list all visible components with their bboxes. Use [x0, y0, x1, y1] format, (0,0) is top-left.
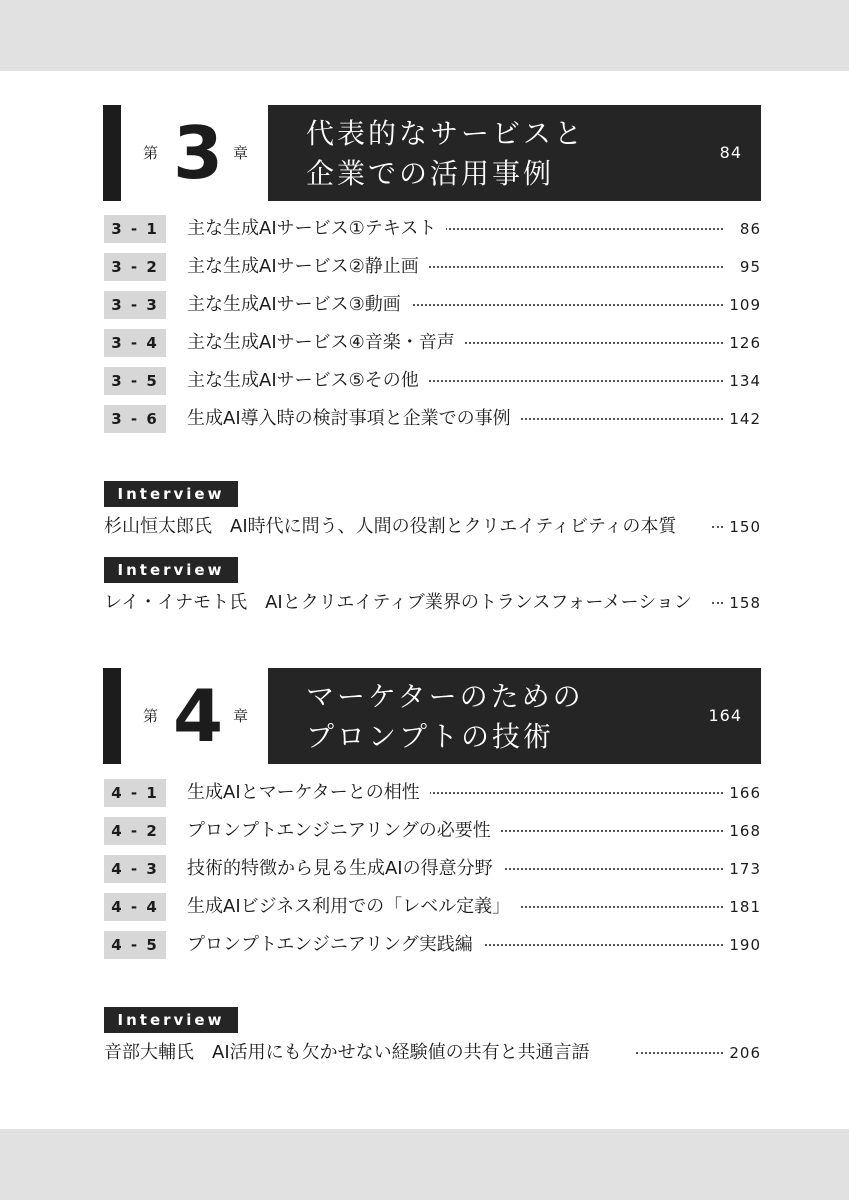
chapter-title-line1: マーケターのための: [306, 680, 584, 713]
interview-tag: Interview: [104, 1007, 238, 1033]
section-title: 主な生成AIサービス⑤その他: [187, 367, 429, 395]
interview-page: 150: [729, 518, 761, 536]
interview-title: 杉山恒太郎氏 AI時代に問う、人間の役割とクリエイティビティの本質: [104, 516, 677, 537]
bottom-gray-band: [0, 1129, 849, 1200]
leader-dots: [636, 1052, 723, 1054]
section-page: 86: [739, 220, 761, 238]
section-number: 3 - 2: [104, 253, 166, 281]
section-title: プロンプトエンジニアリングの必要性: [187, 817, 501, 845]
interview-title: 音部大輔氏 AI活用にも欠かせない経験値の共有と共通言語: [104, 1042, 590, 1063]
top-gray-band: [0, 0, 849, 71]
interview-page: 158: [729, 594, 761, 612]
chapter-prefix: 第: [143, 144, 159, 162]
chapter-title-line1: 代表的なサービスと: [306, 117, 586, 150]
chapter-marker-bar: [103, 668, 121, 764]
chapter-suffix: 章: [233, 144, 249, 162]
leader-dots: [712, 602, 723, 604]
chapter-page: 164: [708, 706, 742, 725]
toc-entry[interactable]: [104, 817, 761, 845]
chapter-4-header: [103, 668, 761, 764]
interview-page: 206: [729, 1044, 761, 1062]
toc-entry[interactable]: [104, 253, 761, 281]
toc-entry[interactable]: [104, 931, 761, 959]
section-title: 技術的特徴から見る生成AIの得意分野: [187, 855, 503, 883]
chapter-prefix: 第: [143, 707, 159, 725]
leader-dots: [404, 380, 723, 382]
section-title: プロンプトエンジニアリング実践編: [187, 931, 483, 959]
section-number: 4 - 3: [104, 855, 166, 883]
section-title: 主な生成AIサービス④音楽・音声: [187, 329, 465, 357]
section-number: 4 - 5: [104, 931, 166, 959]
toc-entry[interactable]: [104, 779, 761, 807]
chapter-number: 3: [172, 111, 224, 195]
toc-entry[interactable]: [104, 405, 761, 433]
section-number: 4 - 4: [104, 893, 166, 921]
chapter-suffix: 章: [233, 707, 249, 725]
toc-entry[interactable]: [104, 367, 761, 395]
chapter-title-box: [268, 668, 761, 764]
section-title: 主な生成AIサービス②静止画: [187, 253, 429, 281]
section-page: 109: [729, 296, 761, 314]
interview-entry[interactable]: [104, 1040, 761, 1066]
section-page: 95: [739, 258, 761, 276]
section-number: 3 - 6: [104, 405, 166, 433]
section-title: 生成AI導入時の検討事項と企業での事例: [187, 405, 521, 433]
section-number: 4 - 1: [104, 779, 166, 807]
interview-tag: Interview: [104, 481, 238, 507]
toc-entry[interactable]: [104, 215, 761, 243]
toc-entry[interactable]: [104, 329, 761, 357]
section-page: 173: [729, 860, 761, 878]
section-number: 3 - 3: [104, 291, 166, 319]
section-page: 190: [729, 936, 761, 954]
interview-tag: Interview: [104, 557, 238, 583]
interview-title: レイ・イナモト氏 AIとクリエイティブ業界のトランスフォーメーション: [104, 592, 692, 613]
section-page: 168: [729, 822, 761, 840]
section-number: 4 - 2: [104, 817, 166, 845]
leader-dots: [712, 526, 723, 528]
section-title: 生成AIビジネス利用での「レベル定義」: [187, 893, 520, 921]
chapter-title-line2: プロンプトの技術: [306, 720, 555, 753]
chapter-3-header: [103, 105, 761, 201]
section-page: 134: [729, 372, 761, 390]
section-title: 主な生成AIサービス①テキスト: [187, 215, 446, 243]
leader-dots: [404, 266, 723, 268]
section-page: 166: [729, 784, 761, 802]
leader-dots: [404, 792, 723, 794]
interview-entry[interactable]: [104, 590, 761, 616]
section-title: 主な生成AIサービス③動画: [187, 291, 411, 319]
section-page: 181: [729, 898, 761, 916]
interview-entry[interactable]: [104, 514, 761, 540]
leader-dots: [404, 228, 723, 230]
section-page: 126: [729, 334, 761, 352]
toc-entry[interactable]: [104, 291, 761, 319]
toc-entry[interactable]: [104, 855, 761, 883]
chapter-title-box: [268, 105, 761, 201]
section-number: 3 - 5: [104, 367, 166, 395]
chapter-marker-bar: [103, 105, 121, 201]
chapter-page: 84: [719, 143, 742, 162]
section-title: 生成AIとマーケターとの相性: [187, 779, 430, 807]
section-number: 3 - 1: [104, 215, 166, 243]
toc-entry[interactable]: [104, 893, 761, 921]
chapter-number: 4: [172, 674, 224, 758]
section-number: 3 - 4: [104, 329, 166, 357]
section-page: 142: [729, 410, 761, 428]
leader-dots: [404, 304, 723, 306]
chapter-title-line2: 企業での活用事例: [306, 157, 555, 190]
